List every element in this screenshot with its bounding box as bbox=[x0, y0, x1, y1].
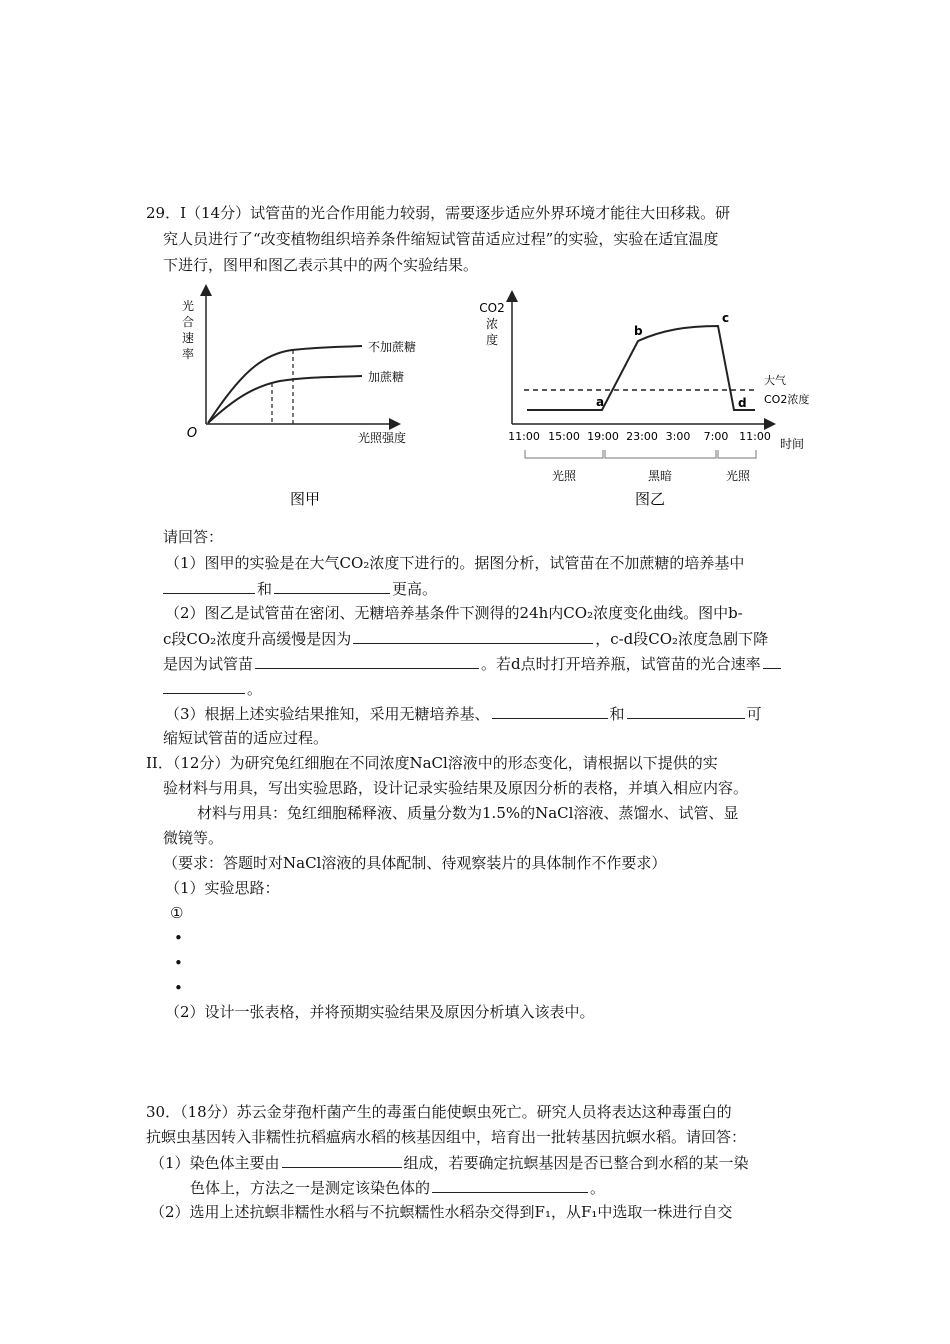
fig-b-point-a: a bbox=[596, 395, 605, 409]
fig-b-point-b: b bbox=[634, 324, 643, 338]
q29-intro-line-1: 29．I（14分）试管苗的光合作用能力较弱，需要逐步适应外界环境才能往大田移栽。研 bbox=[146, 204, 731, 222]
fig-b-tick: 19:00 bbox=[587, 430, 619, 443]
fig-a-label-no-sucrose: 不加蔗糖 bbox=[368, 340, 417, 354]
q29-p2-line-1: （2）图乙是试管苗在密闭、无糖培养基条件下测得的24h内CO₂浓度变化曲线。图中b- bbox=[165, 604, 743, 622]
fig-a-ylabel-char: 光 bbox=[181, 299, 195, 313]
q29-p3-start: （3）根据上述实验结果推知，采用无糖培养基、 bbox=[165, 705, 490, 723]
q29-ii-bullet: • bbox=[174, 954, 183, 972]
q29-p3-line-2: 缩短试管苗的适应过程。 bbox=[163, 729, 329, 747]
fig-b-ylabel: 度 bbox=[485, 333, 499, 347]
q29-intro-line-2: 究人员进行了“改变植物组织培养条件缩短试管苗适应过程”的实验，实验在适宜温度 bbox=[163, 230, 719, 248]
q29-ii-requirement: （要求：答题时对NaCl溶液的具体配制、待观察装片的具体制作不作要求） bbox=[163, 854, 667, 872]
fig-b-period-light: 光照 bbox=[725, 469, 751, 483]
q29-ii-title-2: 验材料与用具，写出实验思路，设计记录实验结果及原因分析的表格，并填入相应内容。 bbox=[163, 779, 749, 797]
fig-b-tick: 15:00 bbox=[548, 430, 580, 443]
q29-ii-bullet: • bbox=[174, 929, 183, 947]
fig-a-label-sucrose: 加蔗糖 bbox=[368, 370, 405, 384]
fig-b-co2-curve bbox=[527, 326, 755, 410]
q30-p1-end: 组成，若要确定抗螟基因是否已整合到水稻的某一染 bbox=[403, 1154, 749, 1172]
fig-a-curve-sucrose bbox=[208, 376, 362, 423]
answer-blank[interactable] bbox=[627, 703, 745, 719]
q29-p1-and: 和 bbox=[257, 580, 273, 598]
q29-p2-line-3 bbox=[163, 653, 783, 674]
fig-b-tick: 11:00 bbox=[508, 430, 540, 443]
answer-blank[interactable] bbox=[163, 578, 255, 594]
q29-p2-b-end: ，c-d段CO₂浓度急剧下降 bbox=[595, 630, 769, 648]
q29-p1-line-1: （1）图甲的实验是在大气CO₂浓度下进行的。据图分析，试管苗在不加蔗糖的培养基中 bbox=[165, 554, 745, 572]
answer-blank[interactable] bbox=[763, 653, 781, 669]
q29-p2-c-start: 是因为试管苗 bbox=[163, 655, 254, 673]
fig-b-ylabel: 浓 bbox=[485, 317, 499, 331]
answer-prompt: 请回答： bbox=[163, 528, 224, 546]
answer-blank[interactable] bbox=[163, 678, 245, 694]
fig-a-origin: O bbox=[186, 426, 198, 441]
q30-p1-line-1 bbox=[150, 1152, 749, 1173]
fig-b-tick: 7:00 bbox=[703, 430, 729, 443]
q29-ii-s1: （1）实验思路： bbox=[165, 879, 280, 897]
q29-p3-line-1 bbox=[165, 703, 762, 724]
q30-p1-line-2 bbox=[190, 1177, 605, 1198]
fig-b-period-light: 光照 bbox=[551, 469, 577, 483]
answer-blank[interactable] bbox=[274, 578, 390, 594]
answer-blank[interactable] bbox=[282, 1152, 402, 1168]
fig-a-ylabel-char: 合 bbox=[181, 315, 195, 329]
q29-ii-circle-1: ① bbox=[170, 904, 184, 922]
q29-ii-title: II．（12分）为研究兔红细胞在不同浓度NaCl溶液中的形态变化，请根据以下提供的实 bbox=[146, 754, 718, 772]
fig-b-ylabel: CO2 bbox=[479, 301, 505, 315]
q29-p2-c-end: 。若d点时打开培养瓶，试管苗的光合速率 bbox=[481, 655, 761, 673]
fig-a-xlabel: 光照强度 bbox=[357, 431, 407, 445]
q30-p1b-end: 。 bbox=[590, 1179, 606, 1197]
q29-ii-materials: 材料与用具：兔红细胞稀释液、质量分数为1.5%的NaCl溶液、蒸馏水、试管、显 bbox=[197, 804, 739, 822]
fig-b-tick: 23:00 bbox=[626, 430, 658, 443]
fig-b-tick: 11:00 bbox=[739, 430, 771, 443]
fig-b-caption: 图乙 bbox=[634, 490, 666, 508]
q29-p2-d-end: 。 bbox=[247, 680, 263, 698]
q29-p2-b-start: c段CO₂浓度升高缓慢是因为 bbox=[163, 630, 352, 648]
q30-intro-1: 30．（18分）苏云金芽孢杆菌产生的毒蛋白能使螟虫死亡。研究人员将表达这种毒蛋白的 bbox=[146, 1103, 732, 1121]
fig-b-bracket-light-1 bbox=[525, 450, 603, 458]
fig-a-ylabel-char: 速 bbox=[181, 331, 195, 345]
q29-p2-line-2 bbox=[163, 628, 768, 649]
q29-ii-materials-2: 微镜等。 bbox=[163, 829, 224, 847]
q29-ii-s2: （2）设计一张表格，并将预期实验结果及原因分析填入该表中。 bbox=[165, 1003, 595, 1021]
fig-a-ylabel-char: 率 bbox=[181, 347, 195, 361]
q29-p1-end: 更高。 bbox=[392, 580, 438, 598]
q30-p2: （2）选用上述抗螟非糯性水稻与不抗螟糯性水稻杂交得到F₁，从F₁中选取一株进行自交 bbox=[150, 1203, 733, 1221]
answer-blank[interactable] bbox=[432, 1177, 588, 1193]
q30-intro-2: 抗螟虫基因转入非糯性抗稻瘟病水稻的核基因组中，培育出一批转基因抗螟水稻。请回答： bbox=[146, 1128, 747, 1146]
q30-p1b-start: 色体上，方法之一是测定该染色体的 bbox=[190, 1179, 431, 1197]
figure-a bbox=[170, 282, 430, 517]
answer-blank[interactable] bbox=[492, 703, 608, 719]
q30-p1-start: （1）染色体主要由 bbox=[150, 1154, 280, 1172]
answer-blank[interactable] bbox=[255, 653, 479, 669]
q29-p2-line-4 bbox=[163, 678, 262, 699]
fig-a-curve-no-sucrose bbox=[208, 346, 362, 423]
fig-b-period-dark: 黑暗 bbox=[647, 469, 673, 483]
q29-p3-and: 和 bbox=[609, 705, 625, 723]
figure-b bbox=[472, 282, 832, 517]
fig-a-caption: 图甲 bbox=[289, 490, 321, 508]
fig-b-point-c: c bbox=[722, 311, 730, 325]
fig-b-xlabel: 时间 bbox=[779, 437, 805, 451]
q29-intro-line-3: 下进行，图甲和图乙表示其中的两个实验结果。 bbox=[163, 256, 479, 274]
fig-b-bracket-dark bbox=[605, 450, 716, 458]
q29-p3-end: 可 bbox=[746, 705, 762, 723]
fig-b-bracket-light-2 bbox=[718, 450, 756, 458]
answer-blank[interactable] bbox=[353, 628, 593, 644]
q29-p1-line-2 bbox=[163, 578, 437, 599]
fig-b-tick: 3:00 bbox=[665, 430, 691, 443]
fig-b-atm-label: 大气 bbox=[764, 374, 786, 387]
q29-ii-bullet: • bbox=[174, 979, 183, 997]
fig-b-point-d: d bbox=[738, 396, 747, 410]
fig-b-atm-label: CO2浓度 bbox=[764, 393, 810, 406]
